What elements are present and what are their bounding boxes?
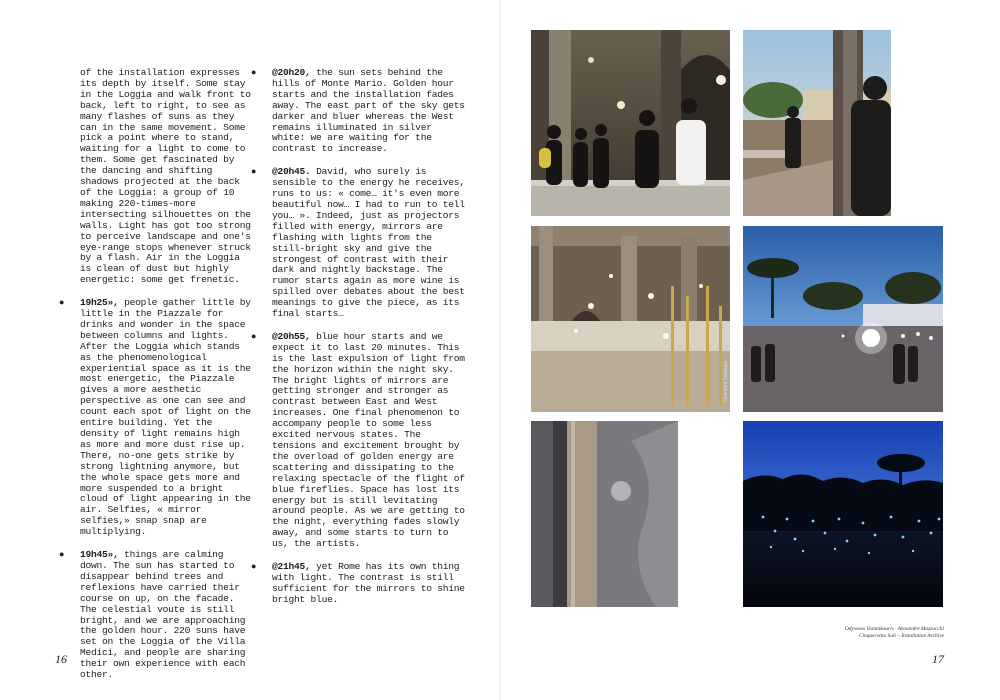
bullet-icon: ● xyxy=(59,550,65,561)
bullet-icon: ● xyxy=(251,331,257,342)
entry-text: blue hour starts and we expect it to last 20 minutes. This is the last expulsion of light from the horizon within the night sky. The bright lights of mirrors are getting stronger and stronger as contrast between East and West increases. One final phenomenon to accompany people to some less excited nervous states. The tensions and excitement brought by the overload of golden energy are scattering and dissipating to the relaxing spectacle of the flight of blue fireflies. Space has lost its energy but is still levitating around people. As we are getting to the night, everything fades slowly away, and some starts to turn to us, the artists. xyxy=(272,330,465,550)
photo-credit-watermark: ©Lenfant Vasquez xyxy=(723,361,729,402)
entry-time: 19h45», xyxy=(80,549,119,561)
entry-time: @21h45, xyxy=(272,561,311,573)
spread-fold xyxy=(499,0,501,700)
entry-text: people gather little by little in the Piazzale for drinks and wonder in the space between columns and lights. After the Loggia which stands as the phenomenological experiential space as it is the most energetic, the Piazzale gives a more aesthetic perspective as one can see and count each spot of light on the entire building. Yet the density of light remains high as more and more dust rise up. There, no-one gets strike by strong lightning anymore, but the whole space gets more and more suspended to a bright cloud of light appearing in the air. Selfies, « mirror selfies,» snap snap are multiplying. xyxy=(80,297,251,538)
timeline-entry xyxy=(251,166,468,320)
photo-balcony-view xyxy=(743,30,891,216)
timeline-entry xyxy=(59,297,256,538)
page-number-left: 16 xyxy=(55,652,67,666)
entry-time: @20h20, xyxy=(272,67,311,78)
photo-credits xyxy=(845,626,944,640)
page-number-right: 17 xyxy=(932,652,944,666)
bullet-icon: ● xyxy=(251,68,257,78)
photo-piazzale-dusk xyxy=(743,226,943,412)
entry-text: David, who surely is sensible to the energy he receives, runs to us: « come… it's even more beautiful now… I had to run to tell you… ». Indeed, just as projectors filled with energy, mirrors are flashing with lights from the still-bright sky and give the strongest of contrast with their dark and nightly backstage. The rumor starts again as more wine is spilled over debates about the best meanings to give the piece, as its final starts… xyxy=(272,166,465,320)
photo-loggia-mirrors xyxy=(531,226,730,412)
entry-text: the sun sets behind the hills of Monte Mario. Golden hour starts and the installation fades away. The east part of the sky gets darker and bluer whereas the West remains illuminated in silver white: we are waiting for the contrast to increase. xyxy=(272,67,465,155)
entry-text: things are calming down. The sun has started to disappear behind trees and reflexions have carried their course on up, on the facade. The celestial voute is still bright, and we are approaching the golden hour. 220 suns have set on the Loggia of the Villa Medici, and people are sharing their own experience with each other. xyxy=(80,549,246,681)
photo-mirror-closeup xyxy=(531,421,678,607)
entry-time: 19h25», xyxy=(80,297,119,309)
credits-line-1: Odysseas Yiannikouris · Alexandre Mazzocchi xyxy=(844,626,944,632)
timeline-entry xyxy=(251,67,468,155)
entry-time: @20h45. xyxy=(272,166,311,178)
timeline-entry xyxy=(251,330,468,550)
credits-line-2: Cinquecento Soli – Installation Archive xyxy=(858,633,944,639)
intro-paragraph: of the installation expresses its depth by itself. Some stay in the Loggia and walk front to back, left to right, to see as many flashes of suns as they can in the same movement. Some pick a point where to stand, waiting for a light to come to them. Some get fascinated by the dancing and shifting shadows projected at the back of the Loggia: a group of 10 making 220-times-more intersecting silhouettes on the walls. Light has got too strong to perceive landscape and one's eye-range stops whenever struck by a flash. Air in the Loggia is clean of dust but highly energetic: some get frenetic. xyxy=(80,67,251,286)
bullet-icon: ● xyxy=(251,562,257,573)
timeline-entry xyxy=(251,561,468,606)
bullet-icon: ● xyxy=(251,167,257,178)
bullet-icon: ● xyxy=(59,298,65,309)
photo-night-blue-lights xyxy=(743,421,943,607)
text-column-2 xyxy=(251,67,468,618)
photo-loggia-visitors xyxy=(531,30,730,216)
entry-time: @20h55, xyxy=(272,330,311,342)
entry-text: yet Rome has its own thing with light. The contrast is still sufficient for the mirrors to shine bright blue. xyxy=(272,561,465,605)
